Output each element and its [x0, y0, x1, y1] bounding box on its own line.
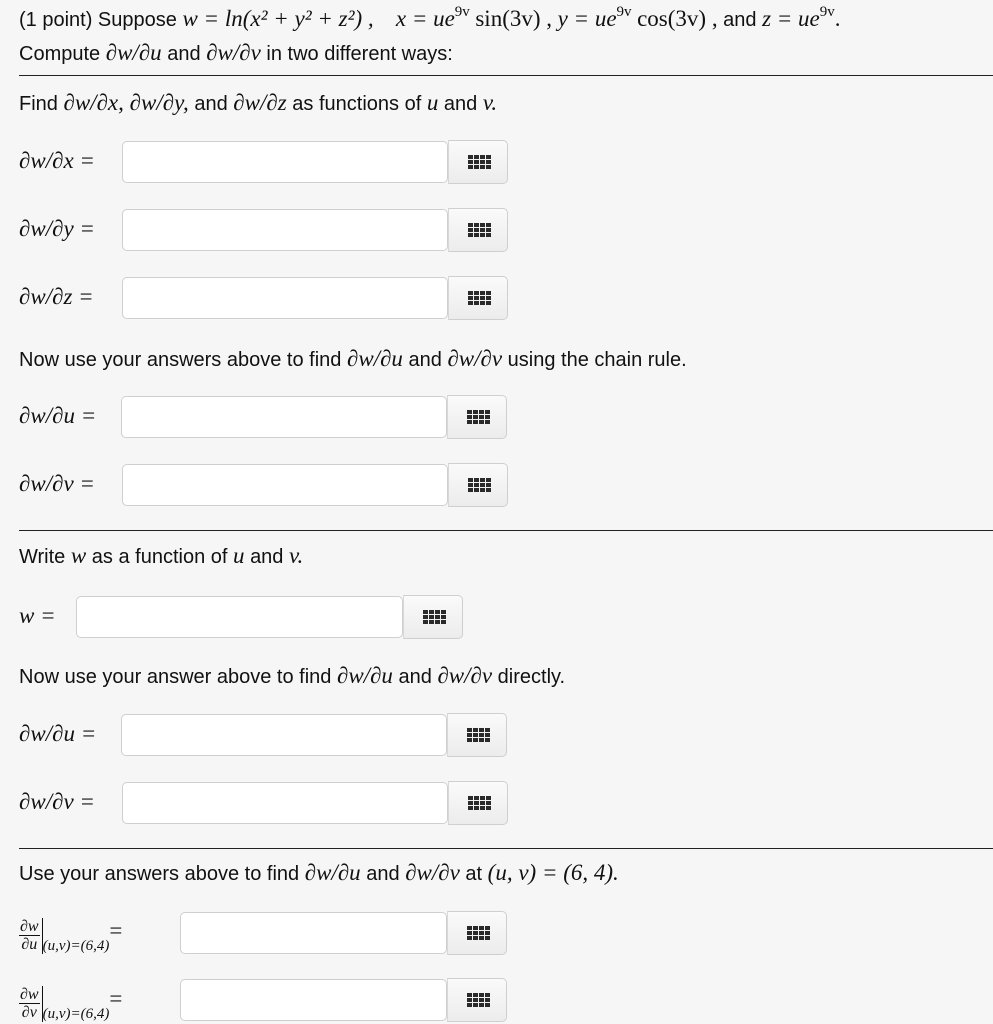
keypad-grid-icon	[467, 926, 488, 940]
direct-dwdu-label: ∂w/∂u =	[19, 721, 97, 746]
w-input[interactable]	[76, 596, 403, 638]
chain-dwdv-input[interactable]	[122, 464, 448, 506]
section-divider	[19, 848, 993, 849]
partial-fraction: $\frac{\partial w}{\partial u}$	[20, 918, 39, 954]
direct-dwdv-label: ∂w/∂v =	[19, 789, 95, 814]
dwdx-label: ∂w/∂x =	[19, 148, 95, 173]
section-divider	[19, 75, 993, 76]
dwdz-equation-editor-button[interactable]	[448, 276, 508, 320]
x-definition: x = ue	[395, 6, 455, 31]
keypad-grid-icon	[468, 291, 489, 305]
keypad-grid-icon	[468, 155, 489, 169]
w-equation-editor-button[interactable]	[403, 595, 463, 639]
chain-dwdv-equation-editor-button[interactable]	[448, 463, 508, 507]
z-definition: z = ue	[762, 6, 820, 31]
eval-dwdv-label: $\frac{\partial w}{\partial v}$ (u,v)=(6,4)=	[20, 986, 123, 1022]
keypad-grid-icon	[468, 796, 489, 810]
eval-dwdu-equation-editor-button[interactable]	[447, 911, 507, 955]
keypad-grid-icon	[423, 610, 444, 624]
dwdx-input[interactable]	[122, 141, 448, 183]
eval-dwdu-input[interactable]	[180, 912, 447, 954]
section4-prompt: Now use your answer above to find ∂w/∂u and ∂w/∂v directly.	[19, 663, 566, 688]
eval-dwdv-equation-editor-button[interactable]	[447, 978, 507, 1022]
problem-statement: (1 point) Suppose w = ln(x² + y² + z²) , $x = ue^{9v}$ sin(3v) , $y = ue^{9v}$ cos(3v) , and $z = ue^{9v}$.	[19, 4, 841, 31]
dwdx-equation-editor-button[interactable]	[448, 140, 508, 184]
keypad-grid-icon	[467, 993, 488, 1007]
chain-dwdu-equation-editor-button[interactable]	[447, 395, 507, 439]
direct-dwdv-input[interactable]	[122, 782, 448, 824]
chain-dwdu-input[interactable]	[121, 396, 447, 438]
w-definition: w = ln(x² + y² + z²) ,	[182, 6, 374, 31]
dwdz-input[interactable]	[122, 277, 448, 319]
eval-dwdu-label: $\frac{\partial w}{\partial u}$ (u,v)=(6,4)=	[20, 918, 123, 954]
section1-prompt: Find ∂w/∂x, ∂w/∂y, and ∂w/∂z as functions of u and v.	[19, 90, 498, 115]
partial-fraction: $\frac{\partial w}{\partial v}$	[20, 986, 39, 1022]
dwdy-equation-editor-button[interactable]	[448, 208, 508, 252]
section3-prompt: Write w as a function of u and v.	[19, 543, 304, 568]
section2-prompt: Now use your answers above to find ∂w/∂u and ∂w/∂v using the chain rule.	[19, 346, 687, 371]
compute-instruction: Compute ∂w/∂u and ∂w/∂v in two different ways:	[19, 40, 453, 65]
direct-dwdu-equation-editor-button[interactable]	[447, 713, 507, 757]
keypad-grid-icon	[467, 410, 488, 424]
section-divider	[19, 530, 993, 531]
dwdy-input[interactable]	[122, 209, 448, 251]
section5-prompt: Use your answers above to find ∂w/∂u and ∂w/∂v at (u, v) = (6, 4).	[19, 860, 619, 885]
dwdy-label: ∂w/∂y =	[19, 216, 95, 241]
eval-dwdv-input[interactable]	[180, 979, 447, 1021]
chain-dwdu-label: ∂w/∂u =	[19, 403, 97, 428]
points-label: (1 point) Suppose	[19, 9, 177, 31]
direct-dwdv-equation-editor-button[interactable]	[448, 781, 508, 825]
keypad-grid-icon	[468, 223, 489, 237]
y-definition: y = ue	[557, 6, 617, 31]
w-label: w =	[19, 603, 56, 628]
direct-dwdu-input[interactable]	[121, 714, 447, 756]
chain-dwdv-label: ∂w/∂v =	[19, 471, 95, 496]
dwdz-label: ∂w/∂z =	[19, 284, 94, 309]
keypad-grid-icon	[467, 728, 488, 742]
keypad-grid-icon	[468, 478, 489, 492]
